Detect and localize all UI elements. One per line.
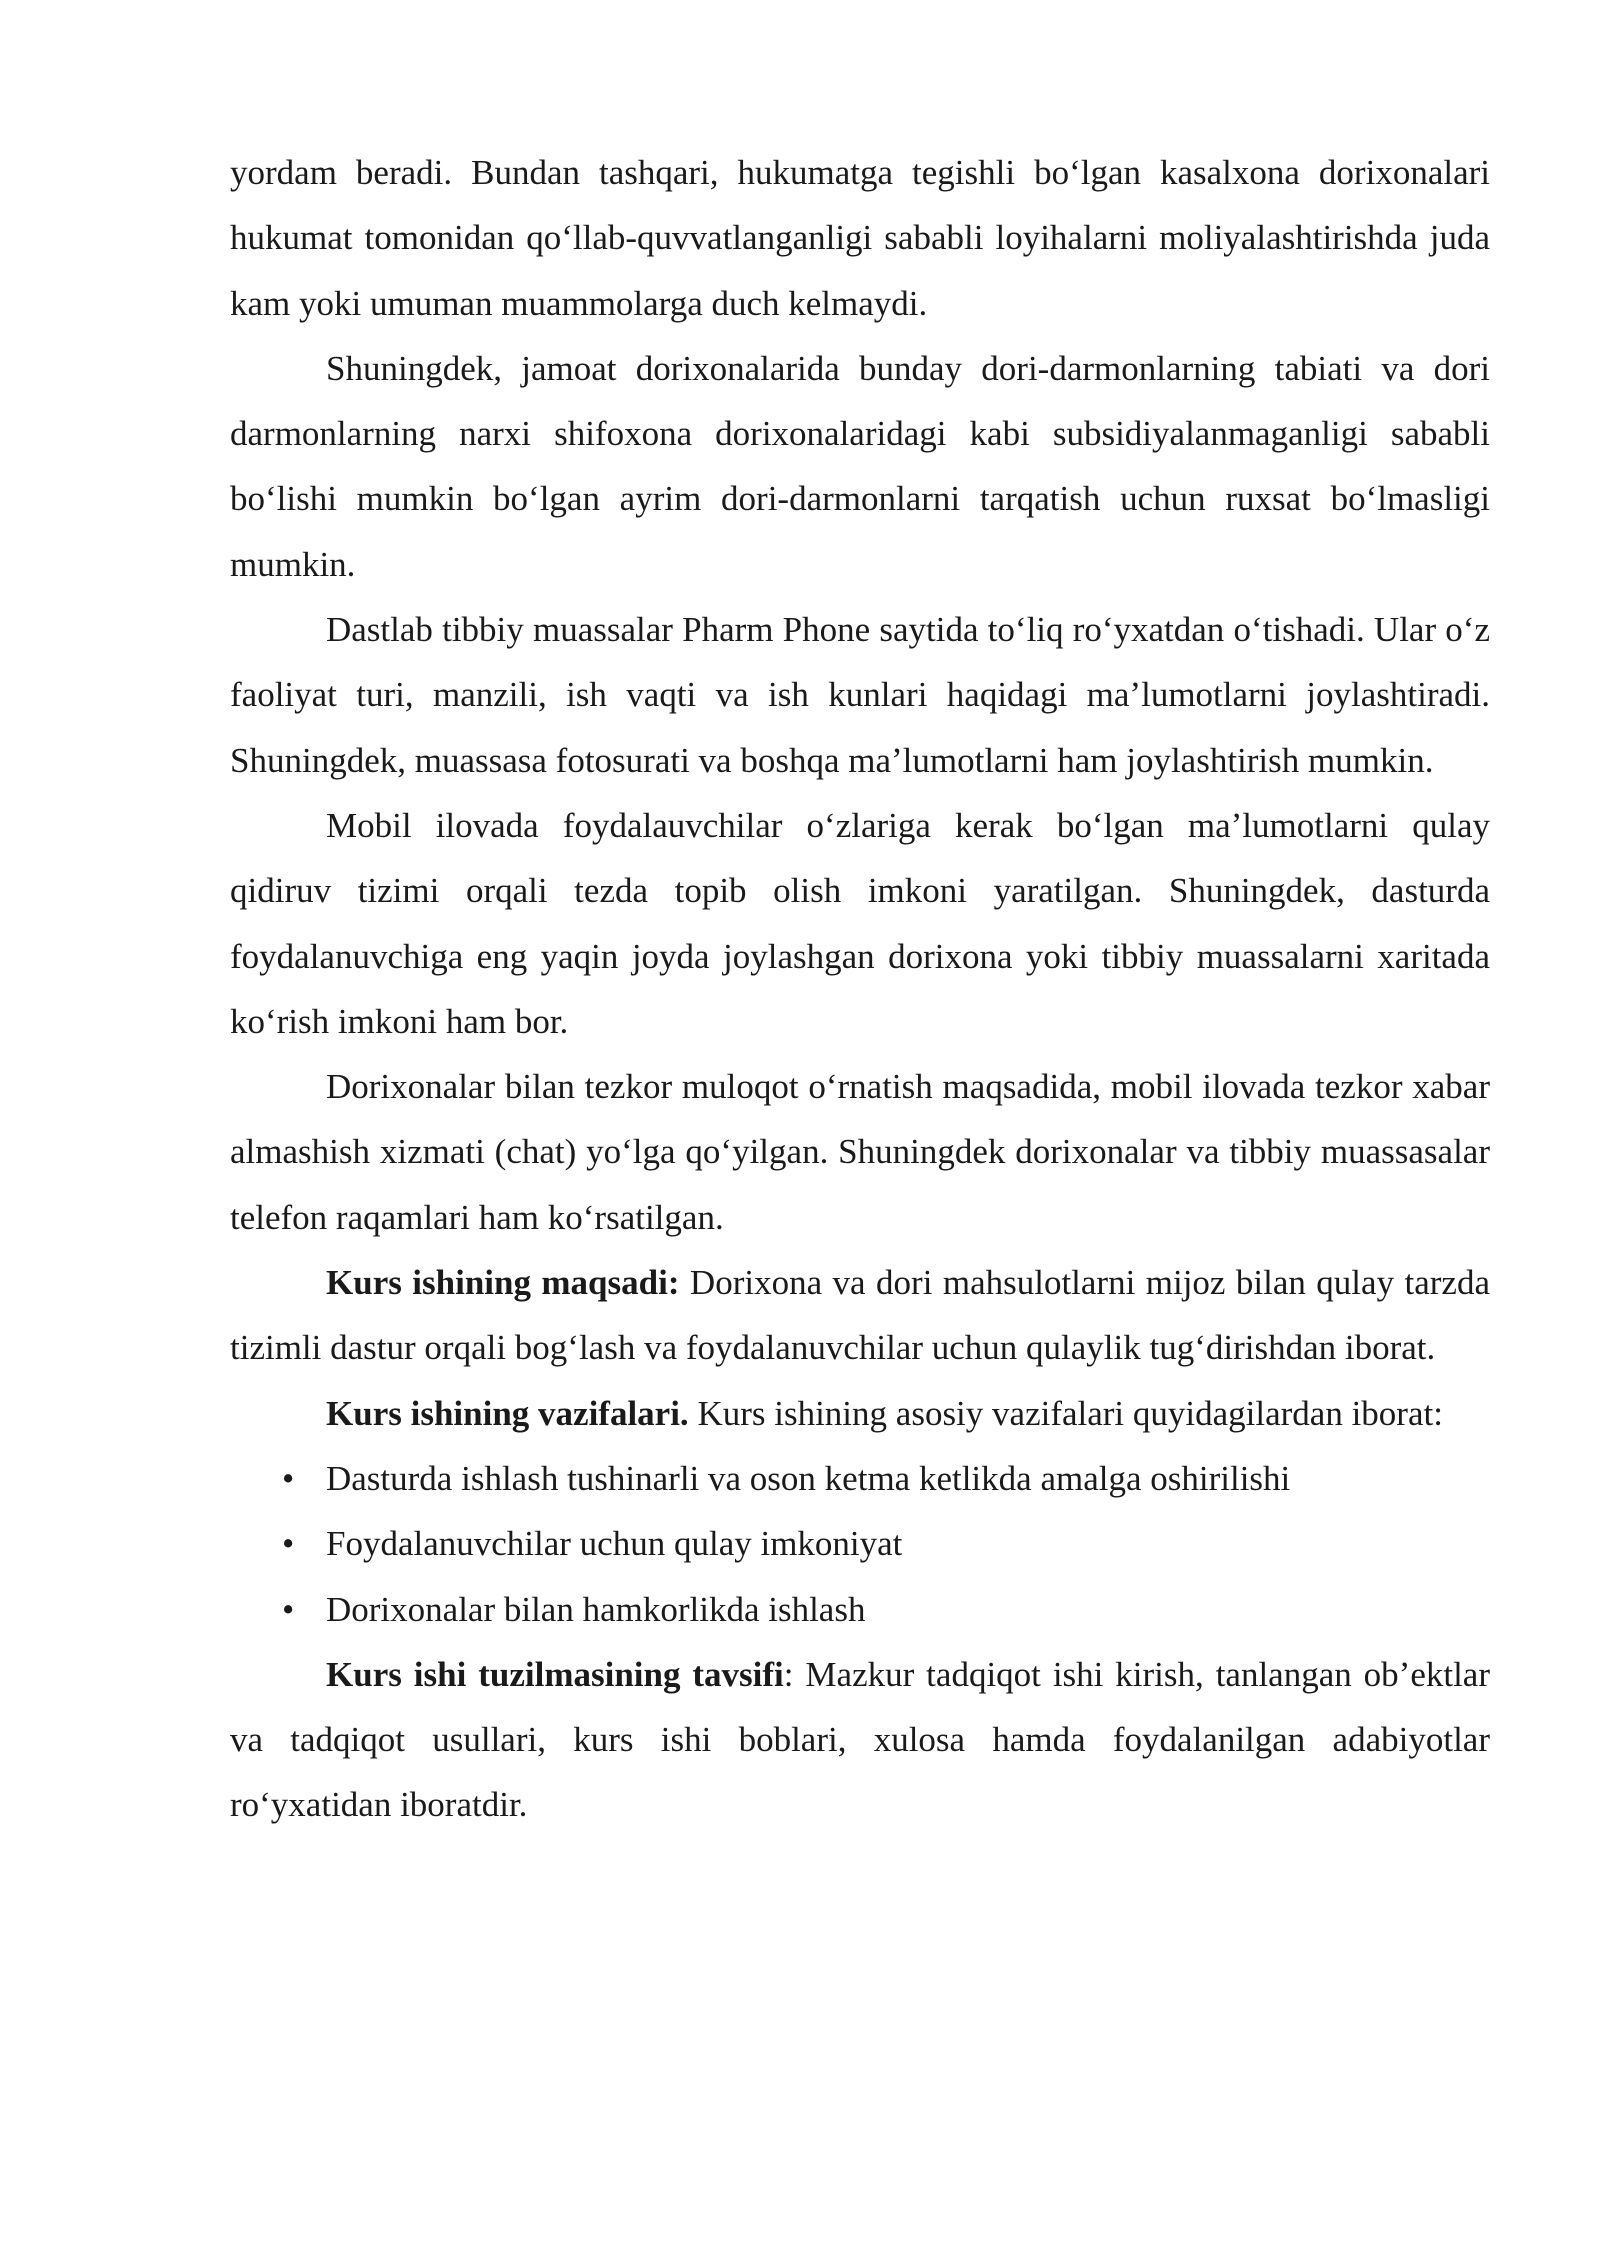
- bullet-icon: •: [282, 1589, 295, 1629]
- paragraph-text: Dorixona va dori mahsulotlarni mijoz bilan qulay tarzda tizimli dastur orqali bogʻlash va foydalanuvchilar uchun qulaylik tugʻdirishdan iborat.: [230, 1263, 1490, 1368]
- list-item: [230, 1511, 1490, 1576]
- paragraph-registration: [230, 597, 1490, 793]
- paragraph-text: Dorixonalar bilan tezkor muloqot oʻrnatish maqsadida, mobil ilovada tezkor xabar almashish xizmati (chat) yoʻlga qoʻyilgan. Shuningdek dorixonalar va tibbiy muassasalar telefon raqamlari ham koʻrsatilgan.: [230, 1067, 1490, 1237]
- list-item-text: Dasturda ishlash tushinarli va oson ketma ketlikda amalga oshirilishi: [326, 1458, 1291, 1498]
- paragraph-text: : Mazkur tadqiqot ishi kirish, tanlangan obʼektlar va tadqiqot usullari, kurs ishi boblari, xulosa hamda foydalanilgan adabiyotlar roʻyxatidan iboratdir.: [230, 1654, 1490, 1825]
- tasks-bullet-list: [230, 1446, 1490, 1642]
- bullet-icon: •: [282, 1458, 295, 1498]
- paragraph-public-pharmacies: [230, 336, 1490, 597]
- paragraph-text: yordam beradi. Bundan tashqari, hukumatga tegishli boʻlgan kasalxona dorixonalari hukumat tomonidan qoʻllab-quvvatlanganligi sababli loyihalarni moliyalashtirishda juda kam yoki umuman muammolarga duch kelmaydi.: [230, 153, 1490, 323]
- document-page: [230, 140, 1490, 1838]
- list-item: [230, 1446, 1490, 1511]
- bullet-icon: •: [282, 1524, 295, 1564]
- list-item-text: Dorixonalar bilan hamkorlikda ishlash: [326, 1589, 866, 1629]
- tasks-heading: Kurs ishining vazifalari.: [326, 1393, 689, 1433]
- list-item: [230, 1577, 1490, 1642]
- goal-heading: Kurs ishining maqsadi:: [326, 1263, 680, 1303]
- list-item-text: Foydalanuvchilar uchun qulay imkoniyat: [326, 1524, 903, 1564]
- paragraph-mobile-search: [230, 793, 1490, 1054]
- paragraph-chat: [230, 1054, 1490, 1250]
- paragraph-goal: [230, 1250, 1490, 1381]
- paragraph-text: Shuningdek, jamoat dorixonalarida bunday dori-darmonlarning tabiati va dori darmonlarning narxi shifoxona dorixonalaridagi kabi subsidiyalanmaganligi sababli boʻlishi mumkin boʻlgan ayrim dori-darmonlarni tarqatish uchun ruxsat boʻlmasligi mumkin.: [230, 348, 1490, 584]
- paragraph-tasks: [230, 1381, 1490, 1446]
- paragraph-text: Dastlab tibbiy muassalar Pharm Phone saytida toʻliq roʻyxatdan oʻtishadi. Ular oʻz faoliyat turi, manzili, ish vaqti va ish kunlari haqidagi maʼlumotlarni joylashtiradi. Shuningdek, muassasa fotosurati va boshqa maʼlumotlarni ham joylashtirish mumkin.: [230, 610, 1490, 780]
- paragraph-text: Mobil ilovada foydalauvchilar oʻzlariga kerak boʻlgan maʼlumotlarni qulay qidiruv tizimi orqali tezda topib olish imkoni yaratilgan. Shuningdek, dasturda foydalanuvchiga eng yaqin joyda joylashgan dorixona yoki tibbiy muassalarni xaritada koʻrish imkoni ham bor.: [230, 805, 1490, 1041]
- paragraph-text: Kurs ishining asosiy vazifalari quyidagilardan iborat:: [688, 1393, 1443, 1433]
- paragraph-structure: [230, 1642, 1490, 1838]
- structure-heading: Kurs ishi tuzilmasining tavsifi: [326, 1654, 784, 1694]
- paragraph-intro-continuation: [230, 140, 1490, 336]
